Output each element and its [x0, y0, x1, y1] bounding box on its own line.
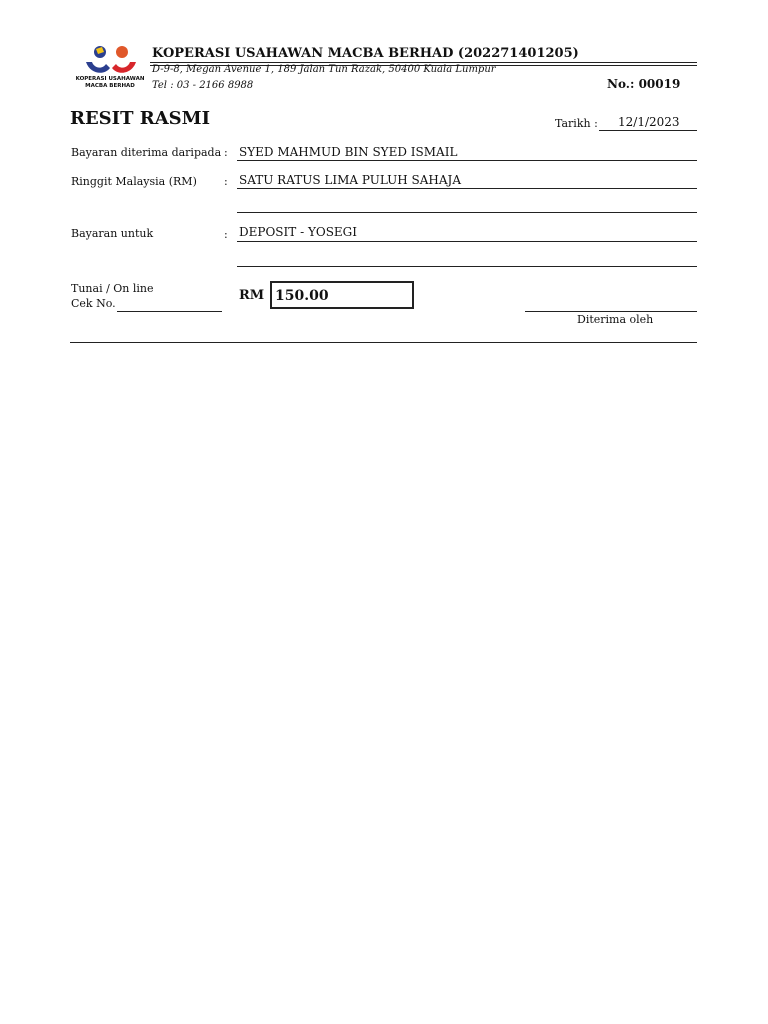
organization-logo [76, 44, 148, 94]
amount-words-underline-2 [237, 212, 697, 213]
currency-label: RM [239, 288, 265, 303]
date-label: Tarikh : [555, 117, 598, 130]
purpose-colon: : [224, 228, 228, 241]
amount-words-label: Ringgit Malaysia (RM) [71, 175, 197, 188]
logo-hand-red [112, 62, 136, 73]
purpose-value: DEPOSIT - YOSEGI [239, 225, 358, 239]
receipt-number-value: 00019 [638, 77, 681, 91]
received-by-label: Diterima oleh [577, 313, 654, 326]
amount-value: 150.00 [275, 288, 329, 304]
header-rule-top [150, 62, 697, 63]
date-underline [599, 130, 697, 131]
payer-value: SYED MAHMUD BIN SYED ISMAIL [239, 145, 458, 159]
payer-label: Bayaran diterima daripada [71, 146, 222, 159]
payer-underline [237, 160, 697, 161]
amount-box [270, 281, 414, 309]
organization-address: D-9-8, Megan Avenue 1, 189 Jalan Tun Razak, 50400 Kuala Lumpur [152, 64, 496, 75]
purpose-underline [237, 241, 697, 242]
logo-text-line1: KOPERASI USAHAWAN [75, 76, 145, 82]
payment-method-label: Tunai / On line [71, 282, 154, 295]
amount-words-colon: : [224, 175, 228, 188]
logo-hand-blue [86, 62, 110, 73]
organization-phone: Tel : 03 - 2166 8988 [152, 80, 254, 91]
receipt-title: RESIT RASMI [70, 108, 211, 129]
organization-name: KOPERASI USAHAWAN MACBA BERHAD (202271401205) [152, 46, 579, 61]
receipt-number-label: No.: [607, 77, 635, 91]
purpose-underline-2 [237, 266, 697, 267]
logo-text-line2: MACBA BERHAD [85, 83, 135, 89]
cheque-number-underline [117, 311, 222, 312]
signature-line [525, 311, 697, 312]
cheque-number-label: Cek No. [71, 297, 116, 310]
logo-head-orange [116, 46, 128, 58]
purpose-label: Bayaran untuk [71, 227, 154, 240]
receipt-number [607, 77, 680, 91]
amount-words-value: SATU RATUS LIMA PULUH SAHAJA [239, 173, 462, 187]
payer-colon: : [224, 146, 228, 159]
amount-words-underline [237, 188, 697, 189]
receipt-bottom-rule [70, 342, 697, 343]
date-value: 12/1/2023 [618, 115, 680, 129]
